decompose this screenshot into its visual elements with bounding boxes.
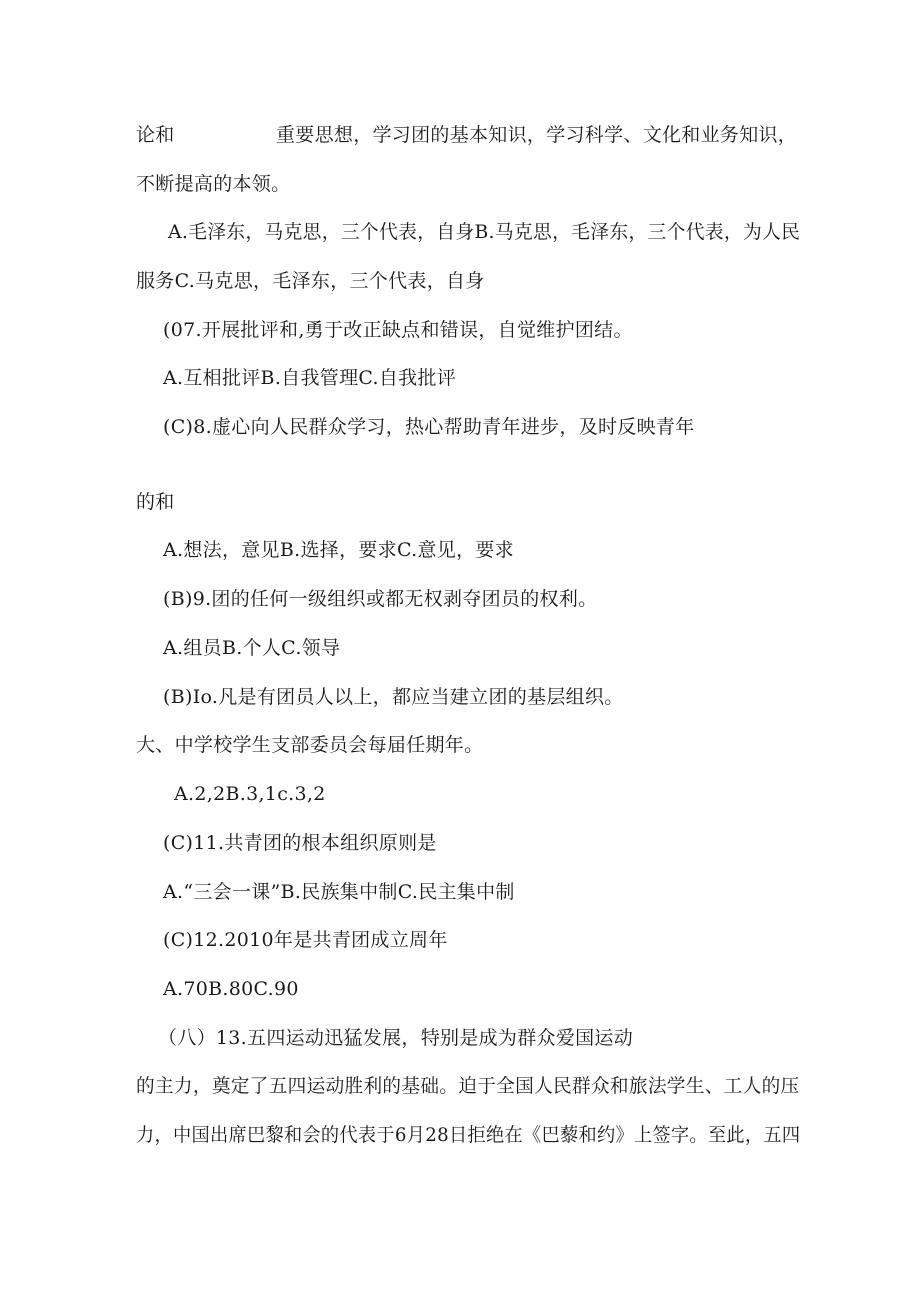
text-line-5: (07.开展批评和,勇于改正缺点和错误，自觉维护团结。 [163, 319, 633, 341]
text-line-7: (C)8.虚心向人民群众学习，热心帮助青年进步，及时反映青年 [163, 416, 695, 438]
text-line-6: A.互相批评B.自我管理C.自我批评 [163, 367, 457, 389]
text-line-19: （八）13.五四运动迅猛发展，特别是成为群众爱国运动 [158, 1027, 634, 1049]
text-line-21: 力，中国出席巴黎和会的代表于6月28日拒绝在《巴藜和约》上签字。至此，五四 [136, 1124, 801, 1146]
text-line-2: 不断提高的本领。 [136, 173, 291, 195]
text-line-9: A.想法，意见B.选择，要求C.意见，要求 [163, 539, 514, 561]
text-line-11: A.组员B.个人C.领导 [163, 637, 341, 659]
text-line-16: A.“三会一课”B.民族集中制C.民主集中制 [163, 881, 515, 903]
text-line-14: A.2,2B.3,1c.3,2 [174, 783, 326, 805]
text-line-1a: 论和 [136, 124, 175, 146]
text-line-3: A.毛泽东，马克思，三个代表，自身B.马克思，毛泽东，三个代表，为人民 [168, 221, 801, 243]
text-line-18: A.70B.80C.90 [163, 978, 299, 1000]
text-line-12: (B)Io.凡是有团员人以上，都应当建立团的基层组织。 [163, 686, 624, 708]
text-line-4: 服务C.马克思，毛泽东，三个代表，自身 [136, 270, 485, 292]
text-line-17: (C)12.2010年是共青团成立周年 [163, 929, 448, 951]
text-line-15: (C)11.共青团的根本组织原则是 [163, 832, 437, 854]
text-line-1b: 重要思想，学习团的基本知识，学习科学、文化和业务知识， [276, 124, 798, 146]
text-line-10: (B)9.团的任何一级组织或都无权剥夺团员的权利。 [163, 588, 598, 610]
text-line-8: 的和 [136, 491, 175, 513]
text-line-20: 的主力，奠定了五四运动胜利的基础。迫于全国人民群众和旅法学生、工人的压 [136, 1075, 800, 1097]
text-line-13: 大、中学校学生支部委员会每届任期年。 [136, 734, 484, 756]
